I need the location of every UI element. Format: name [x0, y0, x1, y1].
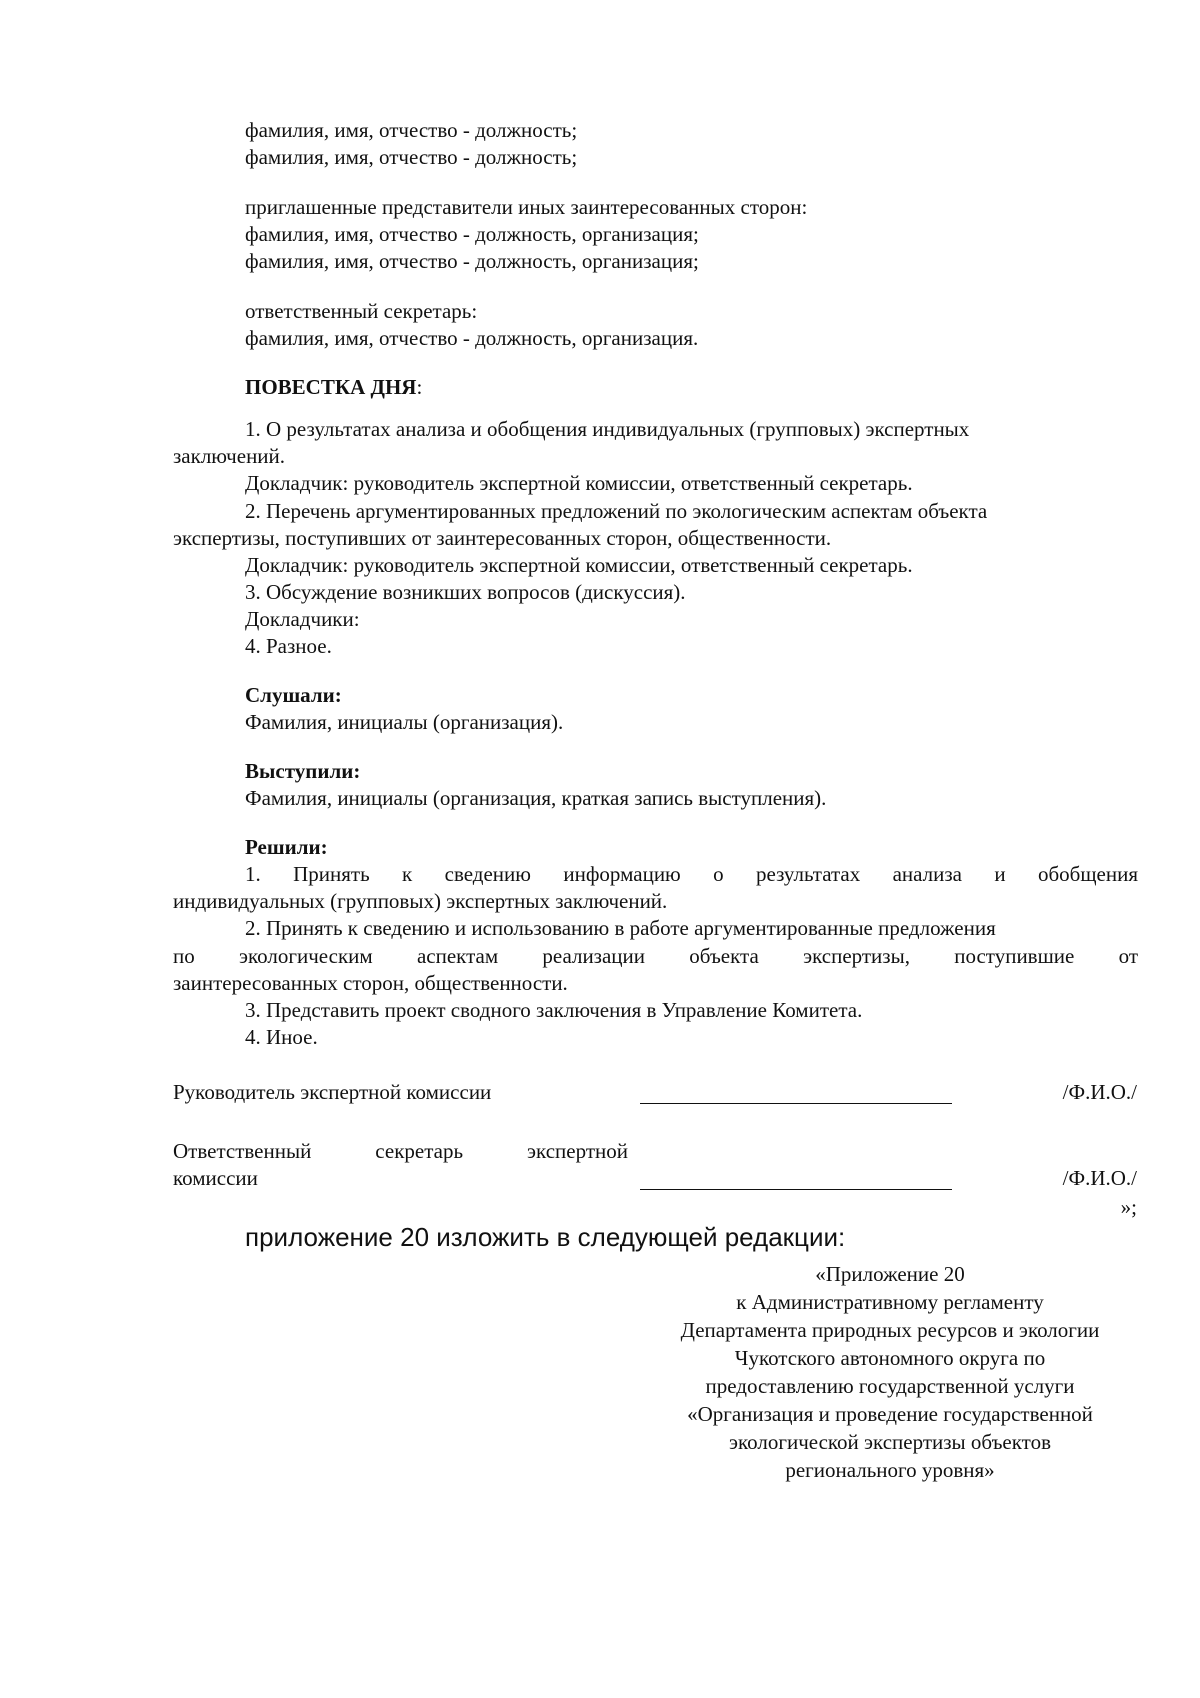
signature-head-label: Руководитель экспертной комиссии — [173, 1080, 492, 1104]
appendix-header-line: Чукотского автономного округа по — [734, 1346, 1046, 1370]
decision-1-line-b: индивидуальных (групповых) экспертных заключений. — [173, 889, 668, 913]
agenda-speakers-3: Докладчики: — [245, 607, 360, 631]
heard-heading: Слушали: — [245, 683, 342, 707]
spoke-text: Фамилия, инициалы (организация, краткая запись выступления). — [245, 786, 827, 810]
signature-secretary-fio: /Ф.И.О./ — [1062, 1166, 1137, 1190]
decision-2-line-b: по экологическим аспектам реализации объекта экспертизы, поступившие от — [173, 944, 1138, 968]
spoke-heading: Выступили: — [245, 759, 361, 783]
member-line: фамилия, имя, отчество - должность; — [245, 118, 578, 142]
appendix-header-line: «Организация и проведение государственной — [687, 1402, 1093, 1426]
secretary-line: фамилия, имя, отчество - должность, организация. — [245, 326, 699, 350]
agenda-speaker-1: Докладчик: руководитель экспертной комиссии, ответственный секретарь. — [245, 471, 913, 495]
member-line: фамилия, имя, отчество - должность; — [245, 145, 578, 169]
decision-1-line-a: 1. Принять к сведению информацию о результатах анализа и обобщения — [245, 862, 1138, 886]
agenda-item-1-line-a: 1. О результатах анализа и обобщения индивидуальных (групповых) экспертных — [245, 417, 970, 441]
invited-heading: приглашенные представители иных заинтересованных сторон: — [245, 195, 808, 219]
appendix-header-line: Департамента природных ресурсов и экологии — [680, 1318, 1100, 1342]
agenda-item-3: 3. Обсуждение возникших вопросов (дискуссия). — [245, 580, 686, 604]
appendix-header-line: экологической экспертизы объектов — [728, 1430, 1051, 1454]
signature-head-fio: /Ф.И.О./ — [1062, 1080, 1137, 1104]
agenda-title — [245, 373, 422, 401]
heard-text: Фамилия, инициалы (организация). — [245, 710, 564, 734]
invited-line: фамилия, имя, отчество - должность, организация; — [245, 222, 699, 246]
secretary-heading: ответственный секретарь: — [245, 299, 478, 323]
decided-heading: Решили: — [245, 835, 328, 859]
appendix-header-line: «Приложение 20 — [815, 1262, 965, 1286]
agenda-item-4: 4. Разное. — [245, 634, 332, 658]
appendix-header-line: регионального уровня» — [785, 1458, 995, 1482]
closing-quote: »; — [1120, 1195, 1137, 1219]
agenda-title-colon: : — [416, 375, 423, 399]
signature-secretary-label-b: комиссии — [173, 1166, 258, 1190]
decision-2-line-a: 2. Принять к сведению и использованию в работе аргументированные предложения — [245, 916, 996, 940]
signature-head-line — [640, 1103, 952, 1104]
agenda-item-1 — [173, 415, 1138, 443]
signature-secretary-label-a: Ответственный секретарь экспертной — [173, 1139, 628, 1163]
appendix-header-line: предоставлению государственной услуги — [705, 1374, 1075, 1398]
decision-4: 4. Иное. — [245, 1025, 318, 1049]
agenda-item-2-line-a: 2. Перечень аргументированных предложений по экологическим аспектам объекта — [245, 499, 988, 523]
agenda-title-text: ПОВЕСТКА ДНЯ — [245, 375, 417, 399]
agenda-item-2-line-b: экспертизы, поступивших от заинтересованных сторон, общественности. — [173, 526, 832, 550]
agenda-item-1-line-b: заключений. — [173, 444, 286, 468]
invited-line: фамилия, имя, отчество - должность, организация; — [245, 249, 699, 273]
decision-3: 3. Представить проект сводного заключения в Управление Комитета. — [245, 998, 863, 1022]
amendment-text: приложение 20 изложить в следующей редакции: — [245, 1222, 846, 1252]
appendix-header-line: к Административному регламенту — [736, 1290, 1044, 1314]
decision-2-line-c: заинтересованных сторон, общественности. — [173, 971, 568, 995]
appendix-header — [640, 1260, 1140, 1484]
signature-secretary-line — [640, 1189, 952, 1190]
agenda-speaker-2: Докладчик: руководитель экспертной комиссии, ответственный секретарь. — [245, 553, 913, 577]
